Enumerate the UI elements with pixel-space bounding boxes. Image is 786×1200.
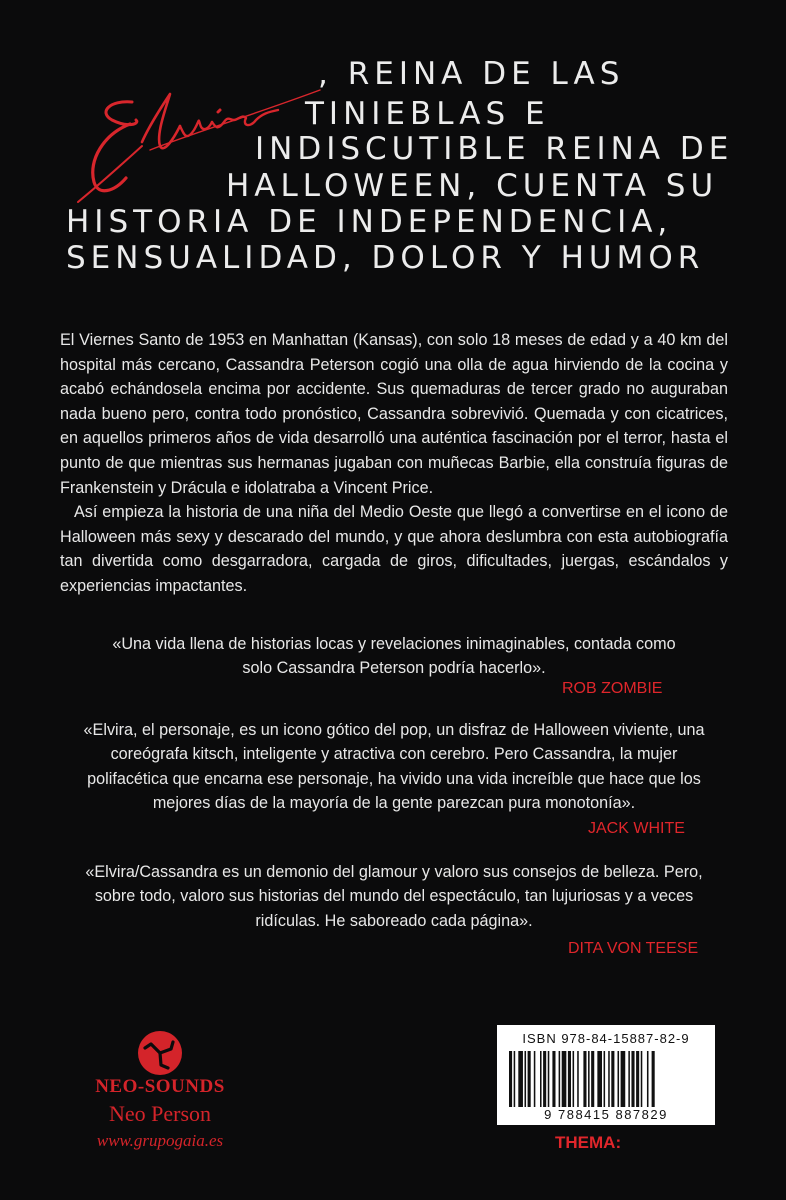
barcode-bar [534,1051,536,1107]
barcode-bar [597,1051,602,1107]
headline-line-4: HALLOWEEN, CUENTA SU [226,168,719,204]
headline-line-3: INDISCUTIBLE REINA DE [255,131,734,167]
barcode-bar [604,1051,606,1107]
quote-text: «Elvira/Cassandra es un demonio del glamour y valoro sus consejos de belleza. Pero, sobre todo, valoro sus historias del mundo del espectáculo, tan lujuriosas y a veces ridículas. He saboreado cada página». [85,863,703,930]
barcode-bar [573,1051,575,1107]
synopsis-paragraph-1: El Viernes Santo de 1953 en Manhattan (Kansas), con solo 18 meses de edad y a 40 km del hospital más cercano, Cassandra Peterson cogió una olla de agua hirviendo de la cocina y acabó echándosela encima por accidente. Sus quemaduras de tercer grado no auguraban nada bueno pero, contra todo pronóstico, Cassandra sobrevivió. Quemada y con cicatrices, en aquellos primeros años de vida desarrolló una auténtica fascinación por el terror, hasta el punto de que mientras sus hermanas jugaban con muñecas Barbie, ella construía figuras de Frankenstein y Drácula e idolatraba a Vincent Price. [60,331,728,497]
barcode-bar [636,1051,639,1107]
barcode-bar [548,1051,550,1107]
barcode-bar [528,1051,531,1107]
quote-text: «Elvira, el personaje, es un icono gótico del pop, un disfraz de Halloween viviente, una coreógrafa kitsch, inteligente y atractiva con cerebro. Pero Cassandra, la mujer polifacética que encarna ese personaje, ha vivido una vida increíble que hace que los mejores días de la mayoría de la gente parezcan pura monotonía». [83,721,705,813]
barcode-bar [591,1051,594,1107]
barcode-bar [618,1051,620,1107]
quote-author: DITA VON TEESE [568,940,699,957]
barcode-bar [525,1051,527,1107]
barcode-bar [588,1051,590,1107]
triskelion-icon [137,1030,183,1076]
barcode-bar [652,1051,655,1107]
barcode-bar [608,1051,610,1107]
barcode-bar [562,1051,567,1107]
headline [0,0,786,290]
barcode-bar [568,1051,571,1107]
barcode-bar [583,1051,586,1107]
barcode-bar [509,1051,512,1107]
barcode-bar [611,1051,614,1107]
barcode-bar [641,1051,643,1107]
isbn-barcode-box [497,1025,715,1125]
headline-line-2: TINIEBLAS E [305,96,550,132]
barcode-bar [514,1051,516,1107]
headline-line-6: SENSUALIDAD, DOLOR Y HUMOR [66,240,705,276]
barcode [509,1051,709,1107]
blurb-quote-1 [60,632,728,697]
barcode-bar [559,1051,561,1107]
barcode-bar [647,1051,649,1107]
barcode-bar [577,1051,579,1107]
barcode-bar [621,1051,626,1107]
publisher-name-line-1: NEO-SOUNDS [95,1076,225,1097]
publisher-name-line-2: Neo Person [108,1101,212,1126]
barcode-bar [540,1051,542,1107]
isbn-digits: 9 788415 887829 [544,1107,668,1122]
logo-text: Elvira [70,64,73,65]
blurb-quote-3 [60,860,728,957]
synopsis-paragraph-2: Así empieza la historia de una niña del Medio Oeste que llegó a convertirse en el icono de Halloween más sexy y descarado del mundo, y que ahora deslumbra con esta autobiografía tan divertida como desgarradora, cargada de giros, dificultades, juergas, escándalos y experiencias impactantes. [60,503,728,595]
barcode-bar [518,1051,523,1107]
quote-author: ROB ZOMBIE [562,680,663,697]
barcode-bar [552,1051,555,1107]
isbn-label: ISBN 978-84-15887-82-9 [522,1031,690,1046]
publisher-url: www.grupogaia.es [96,1131,224,1150]
blurb-quote-2 [60,718,728,837]
barcode-bar [628,1051,630,1107]
quote-text: «Una vida llena de historias locas y revelaciones inimaginables, contada como solo Cassandra Peterson podría hacerlo». [112,635,676,678]
headline-line-5: HISTORIA DE INDEPENDENCIA, [66,204,673,240]
thema-label: THEMA: [555,1133,622,1152]
synopsis [60,328,728,599]
quote-author: JACK WHITE [588,820,685,837]
barcode-bar [543,1051,546,1107]
barcode-bar [631,1051,634,1107]
headline-line-1: , REINA DE LAS [318,56,625,92]
